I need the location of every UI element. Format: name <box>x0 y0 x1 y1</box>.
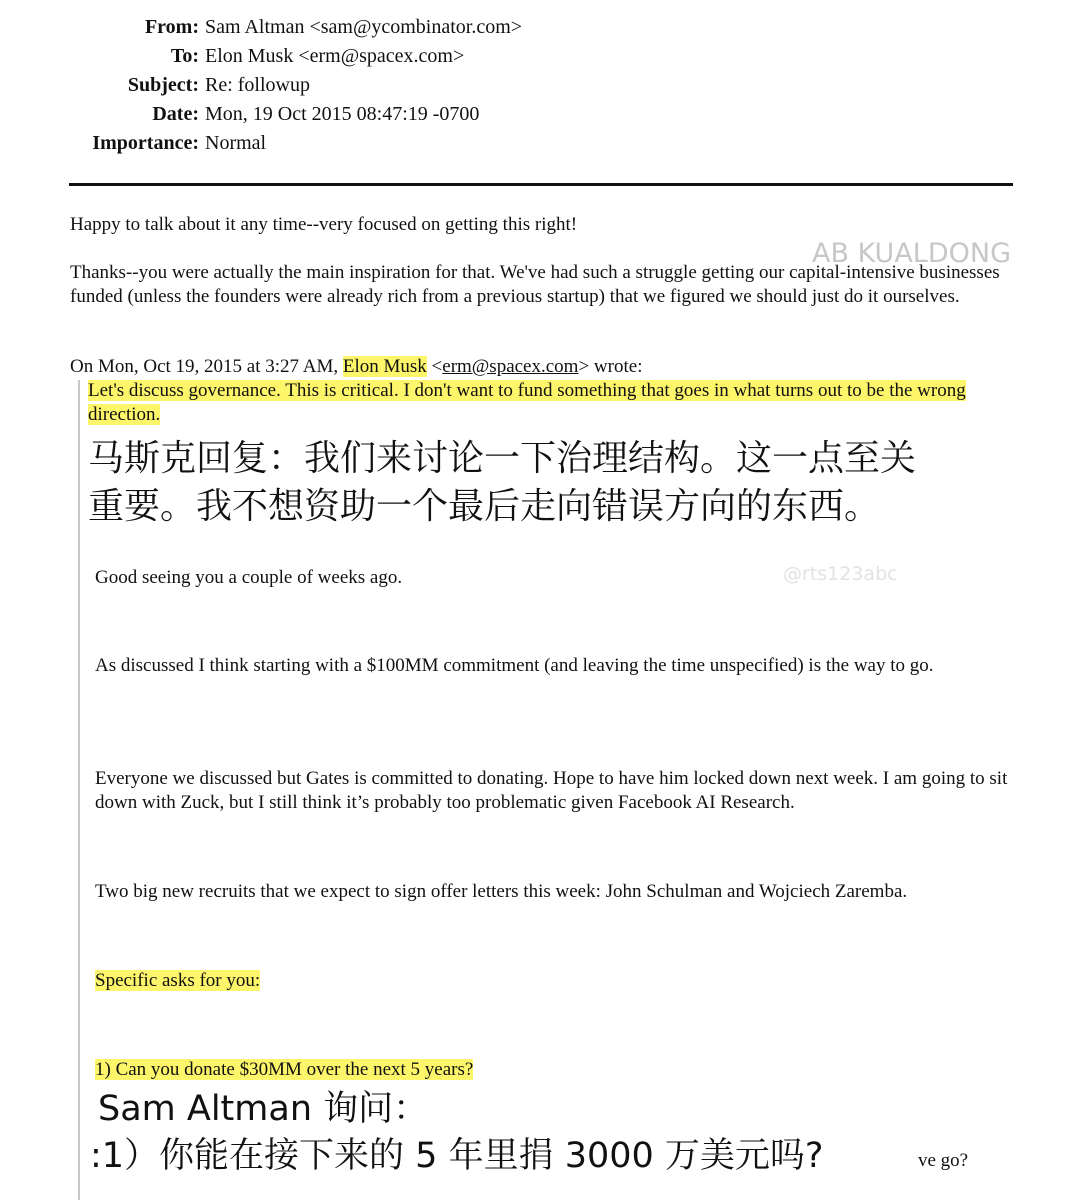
header-subject-row <box>0 70 1080 100</box>
header-from-row <box>0 12 1080 42</box>
from-label: From: <box>144 16 199 38</box>
specific-asks-text: Specific asks for you: <box>95 970 261 991</box>
musk-reply-text: Let's discuss governance. This is critical. I don't want to fund something that goes in what turns out to be the wrong direction. <box>88 380 966 425</box>
body-paragraph-2: Thanks--you were actually the main inspiration for that. We've had such a struggle getting our capital-intensive businesses funded (unless the founders were already rich from a previous startup) that we figured we should just do it ourselves. <box>70 262 1000 307</box>
quoted-partial-text: ve go? <box>918 1150 969 1171</box>
to-label: To: <box>170 45 199 67</box>
cn-subtitle-altman-line-2: :1）你能在接下来的 5 年里捐 3000 万美元吗? <box>90 1136 824 1176</box>
date-label: Date: <box>152 103 199 125</box>
header-to-row <box>0 41 1080 71</box>
date-value: Mon, 19 Oct 2015 08:47:19 -0700 <box>205 103 480 125</box>
quoted-paragraph-2: As discussed I think starting with a $100MM commitment (and leaving the time unspecified) is the way to go. <box>95 655 934 676</box>
quote-header <box>70 355 1020 379</box>
quoted-paragraph-4: Two big new recruits that we expect to sign offer letters this week: John Schulman and Wojciech Zaremba. <box>95 881 908 902</box>
quote-header-email[interactable]: erm@spacex.com <box>442 356 579 377</box>
cn-subtitle-musk-line-1: 马斯克回复：我们来讨论一下治理结构。这一点至关 <box>88 438 917 479</box>
quote-bar <box>78 380 80 1200</box>
musk-reply <box>88 379 1008 427</box>
ask-1-text: 1) Can you donate $30MM over the next 5 years? <box>95 1059 474 1080</box>
importance-value: Normal <box>205 132 267 154</box>
from-value: Sam Altman <sam@ycombinator.com> <box>205 16 523 38</box>
watermark-handle: @rts123abc <box>783 563 898 585</box>
header-date-row <box>0 99 1080 129</box>
body-line-1: Happy to talk about it any time--very focused on getting this right! <box>70 214 578 235</box>
header-importance-row <box>0 128 1080 158</box>
watermark-main: AB KUALDONG <box>812 238 1011 269</box>
to-value: Elon Musk <erm@spacex.com> <box>205 45 465 67</box>
ask-1 <box>95 1058 473 1082</box>
quoted-paragraph-1: Good seeing you a couple of weeks ago. <box>95 567 403 588</box>
quote-header-name: Elon Musk <box>342 356 427 377</box>
importance-label: Importance: <box>92 132 199 154</box>
quote-header-lt: < <box>426 356 443 377</box>
cn-subtitle-altman-line-1: Sam Altman 询问： <box>98 1089 429 1129</box>
quote-header-suffix: > wrote: <box>578 356 643 377</box>
specific-asks <box>95 969 260 993</box>
header-divider <box>69 183 1013 186</box>
subject-label: Subject: <box>127 74 199 96</box>
quoted-paragraph-3: Everyone we discussed but Gates is committed to donating. Hope to have him locked down next week. I am going to sit down with Zuck, but I still think it’s probably too problematic given Facebook AI Research. <box>95 768 1008 813</box>
quote-header-prefix: On Mon, Oct 19, 2015 at 3:27 AM, <box>70 356 343 377</box>
subject-value: Re: followup <box>205 74 310 96</box>
cn-subtitle-musk-line-2: 重要。我不想资助一个最后走向错误方向的东西。 <box>88 486 881 527</box>
